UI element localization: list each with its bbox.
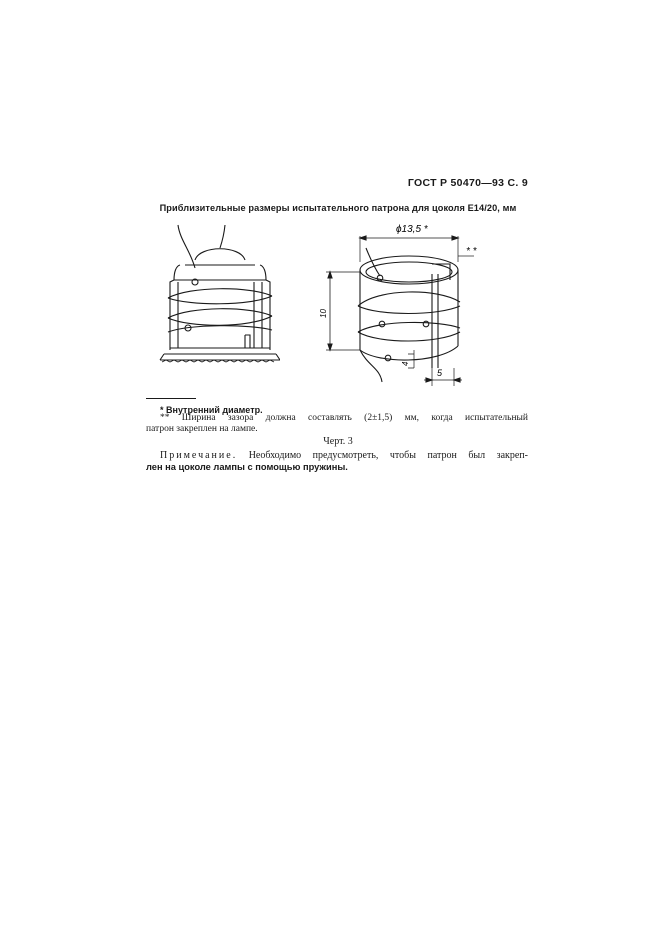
figure-caption: Приблизительные размеры испытательного патрона для цоколя Е14/20, мм xyxy=(159,203,517,213)
footnote-gap-width: ** Ширина зазора должна составлять (2±1,5) мм, когда испытательный xyxy=(160,413,528,423)
dim-gap-marker: * * xyxy=(466,246,477,257)
note-label: Примечание. xyxy=(160,450,238,461)
note-text-1: Необходимо предусмотреть, чтобы патрон был закреп- xyxy=(237,450,528,461)
lamp-cap-drawing xyxy=(150,220,280,370)
footnote-gap-width-cont: патрон закреплен на лампе. xyxy=(146,424,258,434)
dim-diameter: ϕ13,5 * xyxy=(396,224,428,235)
figure-label: Черт. 3 xyxy=(323,436,353,447)
footnote-inner-diameter: * Внутренний диаметр. xyxy=(160,405,263,415)
footnote-rule xyxy=(146,398,196,399)
test-holder-drawing xyxy=(318,218,493,393)
dim-height: 10 xyxy=(319,309,328,318)
dim-small: 4 xyxy=(401,361,410,366)
note-line-2: лен на цоколе лампы с помощью пружины. xyxy=(146,462,348,472)
page-header: ГОСТ Р 50470—93 С. 9 xyxy=(407,177,528,189)
note-line-1 xyxy=(160,450,528,461)
dim-width: 5 xyxy=(437,368,443,378)
